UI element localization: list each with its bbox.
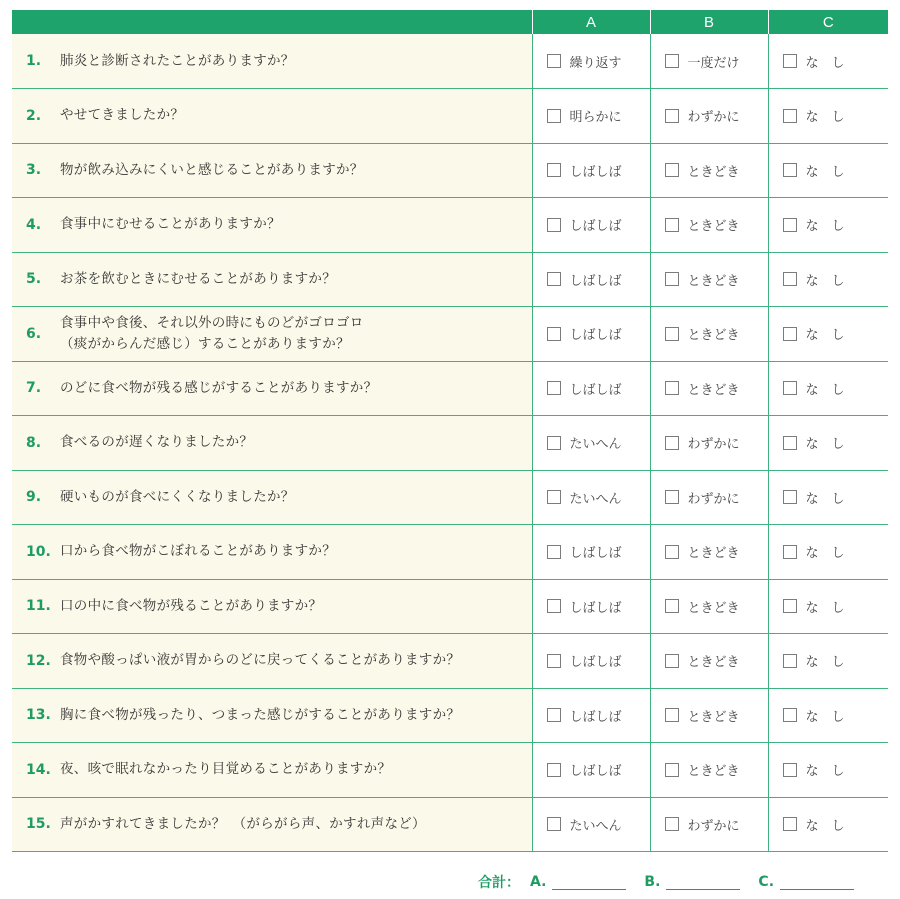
option-c-label: な し — [805, 764, 845, 780]
option-c-cell — [768, 743, 888, 798]
option-a-label: しばしば — [569, 164, 622, 180]
option-a-label: しばしば — [569, 219, 622, 235]
option-c-checkbox[interactable] — [783, 163, 797, 177]
question-cell — [12, 470, 532, 525]
question-text — [60, 705, 460, 726]
question-row — [12, 470, 888, 525]
option-b-label: ときどき — [687, 709, 740, 725]
question-text-line1: 硬いものが食べにくくなりましたか？ — [60, 488, 295, 505]
option-b-label: わずかに — [687, 110, 740, 126]
question-number: 1. — [26, 53, 42, 69]
option-a-label: しばしば — [569, 764, 622, 780]
question-cell — [12, 89, 532, 144]
question-row — [12, 198, 888, 253]
option-b-cell — [650, 143, 768, 198]
question-text — [60, 214, 281, 235]
option-a-checkbox[interactable] — [547, 327, 561, 341]
question-text — [60, 378, 377, 399]
option-a-label: しばしば — [569, 600, 622, 616]
total-label: 合計： — [478, 875, 520, 891]
header-col-a: A — [532, 10, 650, 34]
question-text — [60, 650, 460, 671]
question-row — [12, 525, 888, 580]
question-number: 9. — [26, 489, 42, 506]
option-b-label: わずかに — [687, 491, 740, 507]
option-a-cell — [532, 143, 650, 198]
question-row — [12, 743, 888, 798]
option-c-cell — [768, 797, 888, 852]
option-a-checkbox[interactable] — [547, 436, 561, 450]
option-b-cell — [650, 579, 768, 634]
question-number: 15. — [26, 816, 51, 833]
option-c-cell — [768, 634, 888, 689]
option-a-cell — [532, 307, 650, 362]
total-b-label: B. — [644, 874, 661, 890]
question-text — [60, 596, 322, 617]
option-b-checkbox[interactable] — [665, 54, 679, 68]
question-text-line1: やせてきましたか？ — [60, 107, 185, 124]
question-text-line1: 物が飲み込みにくいと感じることがありますか？ — [60, 161, 364, 178]
question-text — [60, 759, 391, 780]
option-b-cell — [650, 307, 768, 362]
option-c-checkbox[interactable] — [783, 54, 797, 68]
question-text-line1: 口から食べ物がこぼれることがありますか？ — [60, 543, 336, 560]
question-text — [60, 432, 253, 453]
option-a-checkbox[interactable] — [547, 817, 561, 831]
option-b-cell — [650, 525, 768, 580]
option-c-cell — [768, 470, 888, 525]
header-col-c: C — [768, 10, 888, 34]
question-text-line1: 食べるのが遅くなりましたか？ — [60, 434, 254, 451]
header-row — [12, 10, 888, 34]
option-c-label: な し — [805, 600, 845, 616]
total-a-blank[interactable] — [552, 875, 626, 890]
question-text — [60, 313, 364, 355]
question-row — [12, 688, 888, 743]
question-cell — [12, 361, 532, 416]
question-cell — [12, 688, 532, 743]
option-b-cell — [650, 797, 768, 852]
question-number: 2. — [26, 107, 42, 124]
option-b-cell — [650, 252, 768, 307]
question-number: 8. — [26, 434, 42, 451]
question-text-line1: 食物や酸っぱい液が胃からのどに戻ってくることがありますか？ — [60, 652, 461, 669]
question-cell — [12, 634, 532, 689]
option-b-label: わずかに — [687, 818, 740, 834]
option-a-checkbox[interactable] — [547, 218, 561, 232]
option-b-label: わずかに — [687, 437, 740, 453]
option-c-label: な し — [805, 164, 845, 180]
question-text — [60, 541, 336, 562]
option-a-checkbox[interactable] — [547, 109, 561, 123]
total-a-label: A. — [530, 874, 547, 890]
option-a-cell — [532, 743, 650, 798]
option-a-checkbox[interactable] — [547, 545, 561, 559]
question-row — [12, 34, 888, 89]
option-b-cell — [650, 634, 768, 689]
option-c-label: な し — [805, 219, 845, 235]
question-cell — [12, 525, 532, 580]
option-a-label: しばしば — [569, 273, 622, 289]
option-a-checkbox[interactable] — [547, 272, 561, 286]
option-b-checkbox[interactable] — [665, 599, 679, 613]
question-cell — [12, 34, 532, 89]
option-b-cell — [650, 361, 768, 416]
option-c-checkbox[interactable] — [783, 109, 797, 123]
option-c-checkbox[interactable] — [783, 490, 797, 504]
option-a-cell — [532, 525, 650, 580]
option-a-cell — [532, 198, 650, 253]
option-b-checkbox[interactable] — [665, 163, 679, 177]
option-b-checkbox[interactable] — [665, 218, 679, 232]
option-c-cell — [768, 688, 888, 743]
option-b-cell — [650, 688, 768, 743]
option-a-label: しばしば — [569, 709, 622, 725]
question-list — [12, 34, 888, 852]
question-text — [60, 487, 295, 508]
question-text-line1: 声がかすれてきましたか？ （がらがら声、かすれ声など） — [60, 815, 426, 832]
option-c-checkbox[interactable] — [783, 708, 797, 722]
option-a-checkbox[interactable] — [547, 599, 561, 613]
question-row — [12, 361, 888, 416]
question-cell — [12, 198, 532, 253]
option-b-checkbox[interactable] — [665, 327, 679, 341]
option-c-label: な し — [805, 655, 845, 671]
question-row — [12, 143, 888, 198]
option-c-checkbox[interactable] — [783, 381, 797, 395]
option-a-cell — [532, 89, 650, 144]
option-a-cell — [532, 361, 650, 416]
option-c-label: な し — [805, 546, 845, 562]
questionnaire — [12, 10, 888, 852]
option-b-cell — [650, 416, 768, 471]
option-c-cell — [768, 34, 888, 89]
question-row — [12, 252, 888, 307]
option-a-cell — [532, 688, 650, 743]
option-c-cell — [768, 307, 888, 362]
option-c-label: な し — [805, 110, 845, 126]
question-number: 4. — [26, 216, 42, 233]
question-cell — [12, 416, 532, 471]
option-a-label: しばしば — [569, 655, 622, 671]
question-number: 7. — [26, 380, 42, 397]
question-text — [60, 160, 364, 181]
option-a-cell — [532, 634, 650, 689]
header-col-b: B — [650, 10, 768, 34]
option-b-cell — [650, 743, 768, 798]
question-text — [60, 51, 295, 72]
option-c-label: な し — [805, 491, 845, 507]
option-b-cell — [650, 89, 768, 144]
option-c-label: な し — [805, 273, 845, 289]
option-a-label: たいへん — [569, 818, 622, 834]
option-a-cell — [532, 797, 650, 852]
question-number: 12. — [26, 652, 51, 669]
option-c-label: な し — [805, 818, 845, 834]
option-c-checkbox[interactable] — [783, 763, 797, 777]
question-number: 11. — [26, 598, 51, 615]
question-text-line1: 食事中や食後、それ以外の時にものどがゴロゴロ — [60, 314, 364, 331]
option-c-label: な し — [805, 328, 845, 344]
option-c-checkbox[interactable] — [783, 599, 797, 613]
total-c — [758, 874, 854, 890]
option-b-label: ときどき — [687, 546, 740, 562]
question-row — [12, 416, 888, 471]
option-c-cell — [768, 143, 888, 198]
question-text-line2: （痰がからんだ感じ）することがありますか？ — [60, 335, 350, 352]
option-a-label: しばしば — [569, 382, 622, 398]
total-a — [530, 874, 626, 890]
question-text-line1: 肺炎と診断されたことがありますか？ — [60, 52, 295, 69]
question-text-line1: 口の中に食べ物が残ることがありますか？ — [60, 597, 323, 614]
option-c-cell — [768, 416, 888, 471]
option-a-label: 明らかに — [569, 110, 622, 126]
option-c-cell — [768, 361, 888, 416]
total-b-blank[interactable] — [666, 875, 740, 890]
option-a-checkbox[interactable] — [547, 163, 561, 177]
option-b-checkbox[interactable] — [665, 436, 679, 450]
option-b-label: ときどき — [687, 164, 740, 180]
option-b-label: ときどき — [687, 219, 740, 235]
option-c-cell — [768, 252, 888, 307]
option-a-checkbox[interactable] — [547, 708, 561, 722]
option-b-label: ときどき — [687, 382, 740, 398]
option-b-label: ときどき — [687, 764, 740, 780]
total-c-label: C. — [758, 874, 775, 890]
option-b-checkbox[interactable] — [665, 817, 679, 831]
option-c-cell — [768, 89, 888, 144]
question-text — [60, 814, 426, 835]
total-c-blank[interactable] — [780, 875, 854, 890]
question-cell — [12, 797, 532, 852]
option-c-label: な し — [805, 55, 845, 71]
option-b-label: ときどき — [687, 600, 740, 616]
total-row — [478, 872, 854, 892]
option-a-cell — [532, 34, 650, 89]
option-a-label: たいへん — [569, 491, 622, 507]
option-c-checkbox[interactable] — [783, 817, 797, 831]
option-b-checkbox[interactable] — [665, 490, 679, 504]
option-c-cell — [768, 198, 888, 253]
option-a-checkbox[interactable] — [547, 54, 561, 68]
option-c-checkbox[interactable] — [783, 272, 797, 286]
option-c-checkbox[interactable] — [783, 654, 797, 668]
option-c-label: な し — [805, 437, 845, 453]
question-number: 14. — [26, 761, 51, 778]
option-b-cell — [650, 34, 768, 89]
option-a-label: しばしば — [569, 546, 622, 562]
option-a-label: 繰り返す — [569, 55, 622, 71]
question-row — [12, 797, 888, 852]
option-a-cell — [532, 252, 650, 307]
option-b-checkbox[interactable] — [665, 545, 679, 559]
option-c-label: な し — [805, 709, 845, 725]
question-text-line1: 食事中にむせることがありますか？ — [60, 216, 281, 233]
option-c-checkbox[interactable] — [783, 545, 797, 559]
option-c-checkbox[interactable] — [783, 218, 797, 232]
option-b-label: 一度だけ — [687, 55, 740, 71]
option-b-label: ときどき — [687, 655, 740, 671]
question-number: 3. — [26, 162, 42, 179]
option-a-cell — [532, 579, 650, 634]
option-a-checkbox[interactable] — [547, 381, 561, 395]
option-b-cell — [650, 198, 768, 253]
question-cell — [12, 579, 532, 634]
option-a-cell — [532, 470, 650, 525]
option-c-checkbox[interactable] — [783, 327, 797, 341]
header-question — [12, 10, 532, 34]
option-c-label: な し — [805, 382, 845, 398]
question-text — [60, 269, 336, 290]
question-number: 10. — [26, 543, 51, 560]
question-text-line1: 胸に食べ物が残ったり、つまった感じがすることがありますか？ — [60, 706, 461, 723]
question-cell — [12, 743, 532, 798]
question-number: 5. — [26, 271, 42, 288]
question-row — [12, 307, 888, 362]
option-a-checkbox[interactable] — [547, 490, 561, 504]
option-a-label: しばしば — [569, 328, 622, 344]
question-cell — [12, 143, 532, 198]
option-a-checkbox[interactable] — [547, 763, 561, 777]
question-row — [12, 579, 888, 634]
question-cell — [12, 252, 532, 307]
option-b-checkbox[interactable] — [665, 381, 679, 395]
option-a-checkbox[interactable] — [547, 654, 561, 668]
question-text-line1: 夜、咳で眠れなかったり目覚めることがありますか？ — [60, 761, 392, 778]
total-b — [644, 874, 740, 890]
option-b-checkbox[interactable] — [665, 272, 679, 286]
question-text — [60, 105, 184, 126]
question-cell — [12, 307, 532, 362]
option-b-label: ときどき — [687, 328, 740, 344]
option-b-checkbox[interactable] — [665, 763, 679, 777]
option-b-checkbox[interactable] — [665, 654, 679, 668]
option-b-label: ときどき — [687, 273, 740, 289]
option-c-cell — [768, 525, 888, 580]
question-row — [12, 89, 888, 144]
question-text-line1: のどに食べ物が残る感じがすることがありますか？ — [60, 379, 378, 396]
option-b-checkbox[interactable] — [665, 109, 679, 123]
option-c-cell — [768, 579, 888, 634]
question-row — [12, 634, 888, 689]
question-number: 6. — [26, 325, 42, 342]
questionnaire-table — [12, 10, 888, 852]
option-a-label: たいへん — [569, 437, 622, 453]
option-a-cell — [532, 416, 650, 471]
option-b-checkbox[interactable] — [665, 708, 679, 722]
question-text-line1: お茶を飲むときにむせることがありますか？ — [60, 270, 336, 287]
question-number: 13. — [26, 707, 51, 724]
option-c-checkbox[interactable] — [783, 436, 797, 450]
option-b-cell — [650, 470, 768, 525]
